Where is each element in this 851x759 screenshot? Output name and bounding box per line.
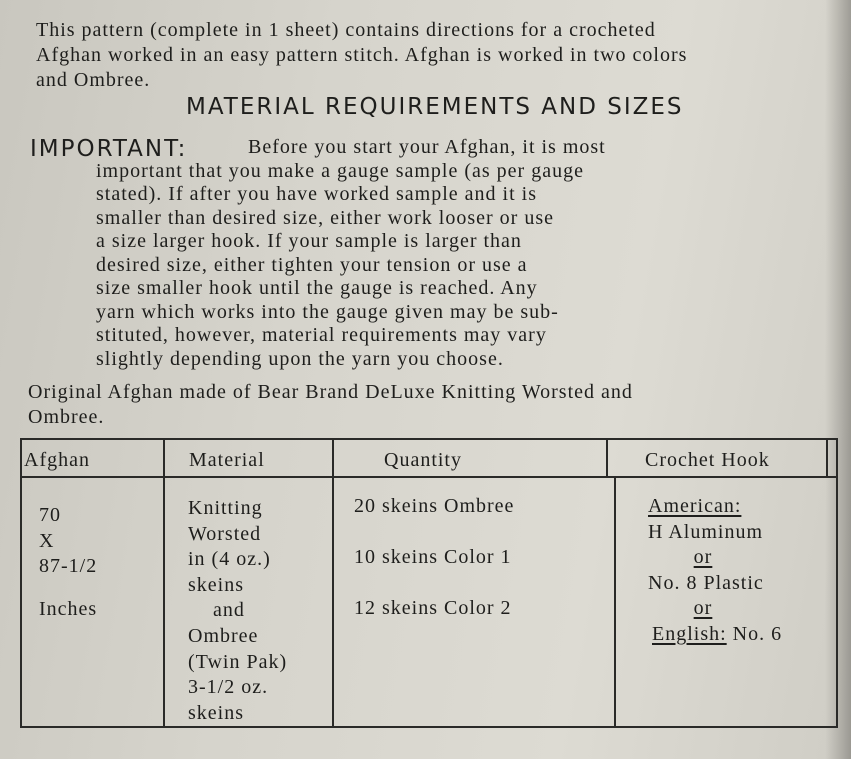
afghan-size-line: 70 — [39, 504, 61, 526]
header-crochet-hook: Crochet Hook — [645, 449, 770, 471]
quantity-line: 12 skeins Color 2 — [354, 597, 512, 620]
hook-english-line — [652, 622, 808, 648]
afghan-size-line — [39, 580, 97, 597]
important-line: smaller than desired size, either work looser or use — [96, 206, 554, 229]
material-line: skeins — [188, 701, 244, 724]
table-header-rule — [20, 476, 826, 478]
afghan-size-line: 87-1/2 — [39, 555, 98, 578]
hook-english-value: No. 6 — [726, 622, 783, 645]
hook-american-label: American: — [648, 495, 742, 517]
hook-or-text: or — [693, 597, 713, 620]
important-line: a size larger hook. If your sample is larger than — [96, 230, 522, 252]
material-line: Worsted — [188, 522, 262, 545]
material-line: Knitting — [188, 497, 263, 519]
quantity-line: 10 skeins Color 1 — [354, 546, 512, 569]
original-afghan-note — [28, 380, 633, 430]
important-line: stituted, however, material requirements may vary — [96, 324, 547, 346]
material-line: 3-1/2 oz. — [188, 676, 269, 699]
important-label: IMPORTANT: — [30, 136, 188, 162]
table-column-divider — [332, 438, 334, 728]
afghan-size-line: Inches — [39, 597, 98, 620]
material-cell — [188, 496, 287, 726]
section-heading: MATERIAL REQUIREMENTS AND SIZES — [186, 94, 684, 120]
hook-line: H Aluminum — [648, 520, 764, 543]
important-line: Before you start your Afghan, it is most — [248, 136, 606, 158]
original-line: Original Afghan made of Bear Brand DeLuxe Knitting Worsted and — [28, 381, 633, 403]
header-quantity: Quantity — [384, 449, 462, 471]
hook-line: No. 8 Plastic — [648, 571, 764, 594]
header-afghan: Afghan — [24, 449, 90, 471]
afghan-size-line: X — [39, 529, 55, 552]
intro-line: This pattern (complete in 1 sheet) contains directions for a crocheted — [36, 19, 656, 41]
table-column-divider — [826, 438, 828, 478]
hook-english-label: English: — [652, 622, 727, 645]
material-line: skeins — [188, 573, 244, 596]
quantity-line: 20 skeins Ombree — [354, 495, 515, 517]
intro-paragraph — [36, 18, 687, 93]
table-column-divider — [614, 476, 616, 728]
quantity-cell — [354, 494, 514, 622]
important-line: slightly depending upon the yarn you choose. — [96, 347, 504, 370]
important-line: yarn which works into the gauge given may be sub- — [96, 300, 559, 323]
material-line: in (4 oz.) — [188, 548, 271, 571]
important-line: stated). If after you have worked sample and it is — [96, 183, 537, 205]
material-line: and — [213, 599, 245, 622]
original-line: Ombree. — [28, 406, 105, 428]
intro-line: and Ombree. — [36, 69, 151, 91]
important-line: size smaller hook until the gauge is reached. Any — [96, 277, 538, 299]
intro-line: Afghan worked in an easy pattern stitch. Afghan is worked in two colors — [36, 44, 688, 66]
hook-or-text: or — [693, 546, 713, 569]
hook-or — [648, 596, 758, 622]
important-paragraph — [96, 136, 606, 371]
table-column-divider — [606, 438, 608, 478]
material-line: (Twin Pak) — [188, 650, 288, 673]
material-line: Ombree — [188, 624, 259, 647]
header-material: Material — [189, 449, 265, 471]
table-column-divider — [163, 438, 165, 728]
afghan-size-cell — [39, 503, 97, 622]
crochet-hook-cell — [648, 494, 808, 648]
important-line: important that you make a gauge sample (as per gauge — [96, 159, 584, 182]
hook-or — [648, 545, 758, 571]
important-line: desired size, either tighten your tension or use a — [96, 253, 528, 276]
